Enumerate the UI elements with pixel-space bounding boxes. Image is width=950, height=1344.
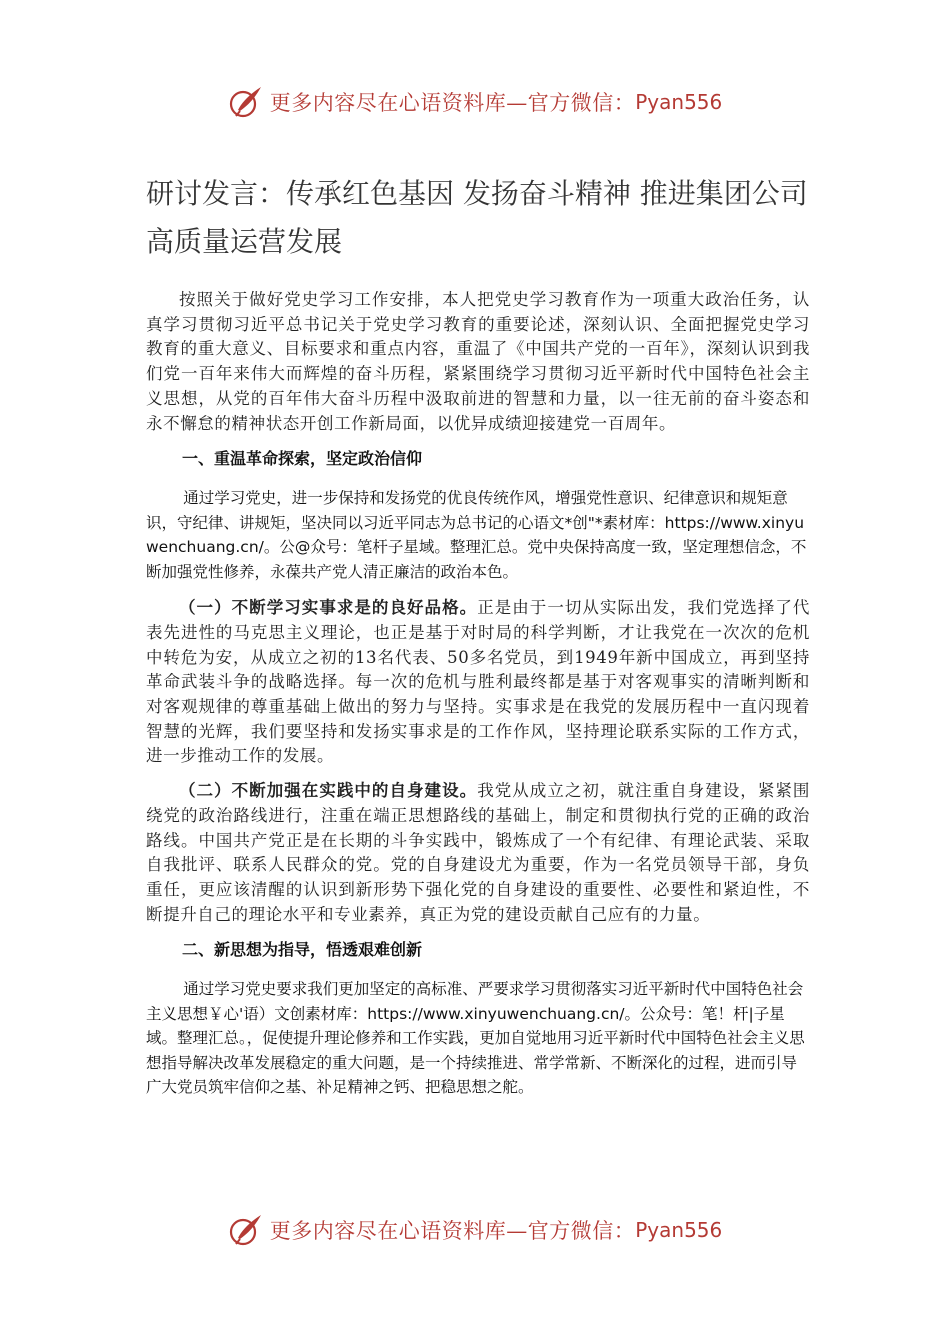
section-2-paragraph: 通过学习党史要求我们更加坚定的高标准、严要求学习贯彻落实习近平新时代中国特色社会主义思想￥心'语）文创素材库：https://www.xinyuwenchuang.cn/。公众号：笔！杆|子星域。整理汇总。，促使提升理论修养和工作实践，更加自觉地用习近平新时代中国特色社会主义思想指导解决改革发展稳定的重大问题，是一个持续推进、常学常新、不断深化的过程，进而引导广大党员筑牢信仰之基、补足精神之钙、把稳思想之舵。 [146, 980, 805, 1097]
subsection-2-paragraph [146, 779, 810, 927]
subsection-1-paragraph [146, 596, 810, 769]
footer-banner [0, 1210, 950, 1250]
banner-wechat-id: Pyan556 [635, 90, 723, 114]
subsection-2-body: 我党从成立之初，就注重自身建设，紧紧围绕党的政治路线进行，注重在端正思想路线的基础上，制定和贯彻执行党的正确的政治路线。中国共产党正是在长期的斗争实践中，锻炼成了一个有纪律、有理论武装、采取自我批评、联系人民群众的党。党的自身建设尤为重要，作为一名党员领导干部，身负重任，更应该清醒的认识到新形势下强化党的自身建设的重要性、必要性和紧迫性，不断提升自己的理论水平和专业素养，真正为党的建设贡献自己应有的力量。 [146, 781, 811, 924]
quill-logo-icon [228, 84, 264, 120]
section-1-heading: 一、重温革命探索，坚定政治信仰 [182, 449, 423, 469]
document-title: 研讨发言：传承红色基因 发扬奋斗精神 推进集团公司高质量运营发展 [146, 177, 808, 258]
banner-text: 更多内容尽在心语资料库—官方微信： [269, 91, 636, 115]
footer-banner-text: 更多内容尽在心语资料库—官方微信： [269, 1219, 636, 1243]
header-banner [0, 82, 950, 122]
subsection-2-lead: （二）不断加强在实践中的自身建设。 [179, 781, 478, 801]
subsection-1-body: 正是由于一切从实际出发，我们党选择了代表先进性的马克思主义理论，也正是基于对时局的科学判断，才让我党在一次次的危机中转危为安，从成立之初的13名代表、50多名党员，到1949年新中国成立，再到坚持革命武装斗争的战略选择。每一次的危机与胜利最终都是基于对客观事实的清晰判断和对客观规律的尊重基础上做出的努力与坚持。实事求是在我党的发展历程中一直闪现着智慧的光辉，我们要坚持和发扬实事求是的工作作风，坚持理论联系实际的工作方式，进一步推动工作的发展。 [146, 598, 811, 766]
subsection-1-lead: （一）不断学习实事求是的良好品格。 [179, 598, 478, 618]
quill-logo-icon [228, 1212, 264, 1248]
document-body [146, 170, 810, 1112]
section-2-heading: 二、新思想为指导，悟透艰难创新 [182, 940, 423, 960]
footer-banner-wechat-id: Pyan556 [635, 1218, 723, 1242]
section-1-paragraph: 通过学习党史，进一步保持和发扬党的优良传统作风，增强党性意识、纪律意识和规矩意识，守纪律、讲规矩，坚决同以习近平同志为总书记的心语文*创"*素材库：https://www.xinyuwenchuang.cn/。公@众号：笔杆子星域。整理汇总。党中央保持高度一致，坚定理想信念，不断加强党性修养，永葆共产党人清正廉洁的政治本色。 [146, 489, 807, 581]
intro-paragraph: 按照关于做好党史学习工作安排，本人把党史学习教育作为一项重大政治任务，认真学习贯彻习近平总书记关于党史学习教育的重要论述，深刻认识、全面把握党史学习教育的重大意义、目标要求和重点内容，重温了《中国共产党的一百年》，深刻认识到我们党一百年来伟大而辉煌的奋斗历程，紧紧围绕学习贯彻习近平新时代中国特色社会主义思想，从党的百年伟大奋斗历程中汲取前进的智慧和力量，以一往无前的奋斗姿态和永不懈怠的精神状态开创工作新局面，以优异成绩迎接建党一百周年。 [146, 290, 810, 433]
